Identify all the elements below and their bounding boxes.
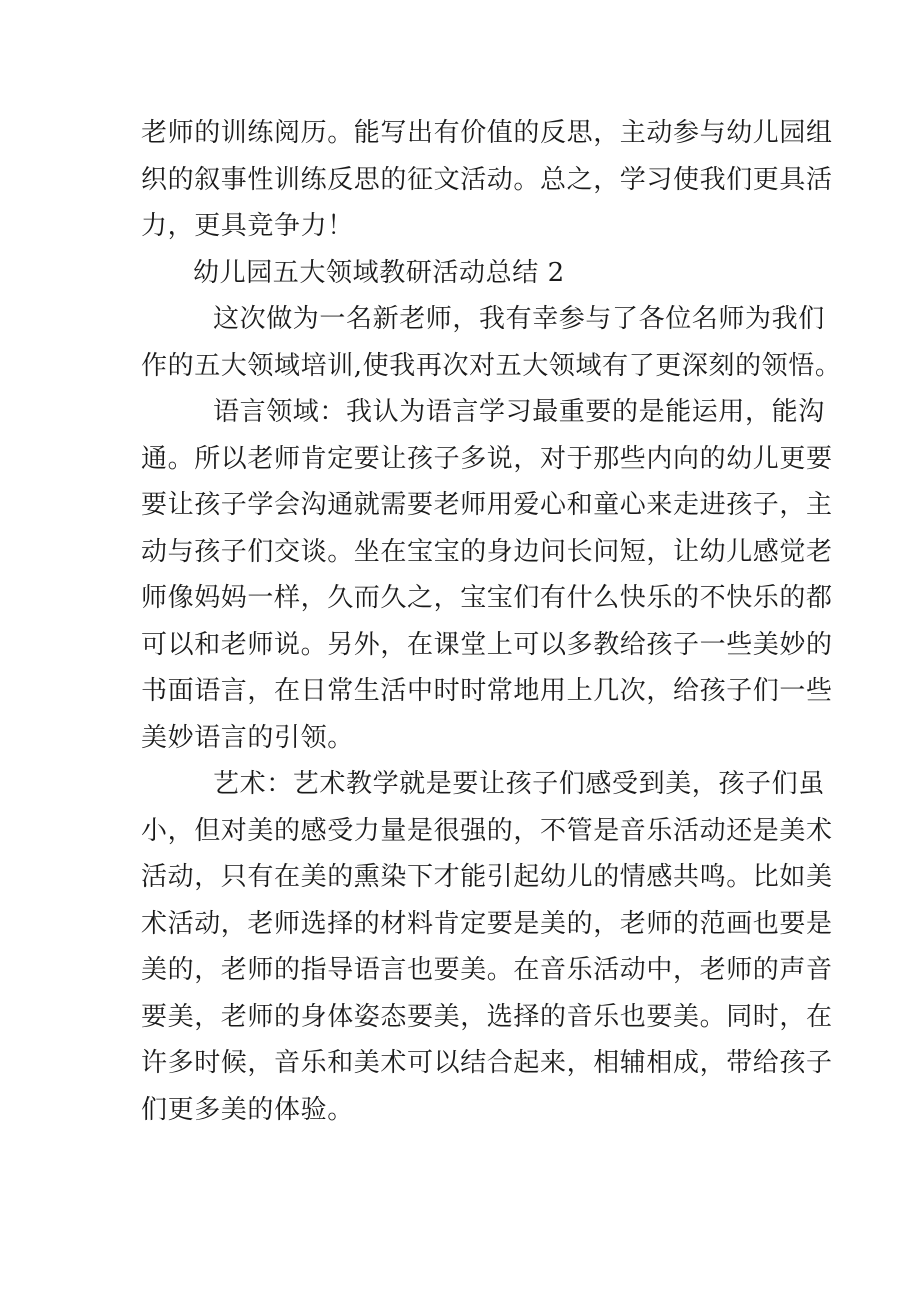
text-line: 要美，老师的身体姿态要美，选择的音乐也要美。同时，在 [141,1001,833,1032]
text-line: 书面语言，在日常生活中时时常地用上几次，给孩子们一些 [141,676,833,706]
text-line: 织的叙事性训练反思的征文活动。总之，学习使我们更具活 [141,164,833,195]
text-line: 语言领域：我认为语言学习最重要的是能运用，能沟 [213,397,825,427]
text-line: 许多时候，音乐和美术可以结合起来，相辅相成，带给孩子 [141,1048,833,1078]
paragraph-language [141,389,833,761]
text-line: 要让孩子学会沟通就需要老师用爱心和童心来走进孩子，主 [141,490,833,520]
text-line: 艺术：艺术教学就是要让孩子们感受到美，孩子们虽 [213,769,825,799]
section-title: 幼儿园五大领域教研活动总结 2 [193,257,565,288]
text-line: 通。所以老师肯定要让孩子多说，对于那些内向的幼儿更要 [141,443,833,474]
paragraph-art [141,761,833,1133]
text-line: 小，但对美的感受力量是很强的，不管是音乐活动还是美术 [141,815,833,846]
paragraph-conclusion [141,110,833,250]
text-line: 动与孩子们交谈。坐在宝宝的身边问长问短，让幼儿感觉老 [141,536,833,567]
text-line: 这次做为一名新老师，我有幸参与了各位名师为我们 [213,304,825,334]
text-line: 们更多美的体验。 [141,1094,354,1125]
text-line: 可以和老师说。另外，在课堂上可以多教给孩子一些美妙的 [141,629,833,660]
text-line: 力，更具竞争力！ [141,211,354,241]
paragraph-intro [141,296,842,389]
section-heading [141,250,781,297]
text-line: 作的五大领域培训,使我再次对五大领域有了更深刻的领悟。 [141,350,842,381]
text-line: 术活动，老师选择的材料肯定要是美的，老师的范画也要是 [141,908,833,939]
text-line: 活动，只有在美的熏染下才能引起幼儿的情感共鸣。比如美 [141,862,833,892]
document-body [141,110,842,1133]
text-line: 美妙语言的引领。 [141,722,354,753]
text-line: 老师的训练阅历。能写出有价值的反思，主动参与幼儿园组 [141,118,833,148]
text-line: 美的，老师的指导语言也要美。在音乐活动中，老师的声音 [141,955,833,985]
text-line: 师像妈妈一样，久而久之，宝宝们有什么快乐的不快乐的都 [141,583,833,613]
